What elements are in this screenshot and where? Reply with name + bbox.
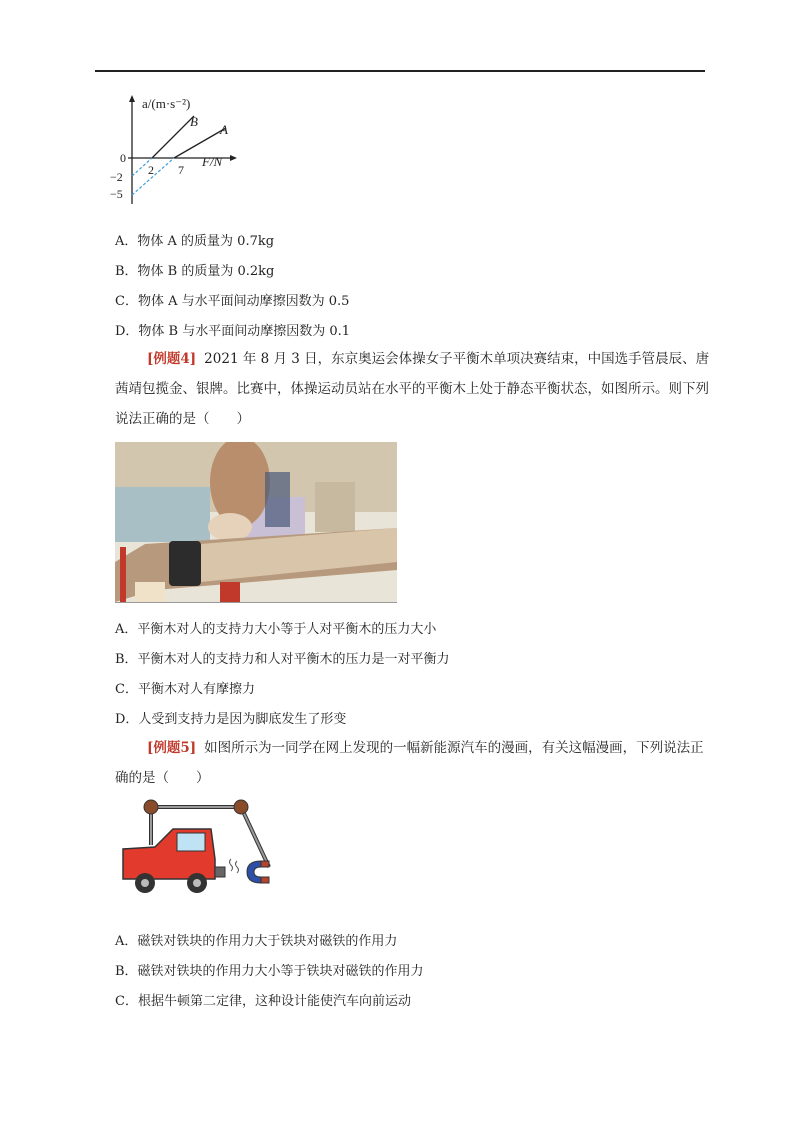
x-tick-2: 2	[148, 163, 154, 177]
line-b-label: B	[190, 114, 198, 129]
y-axis-label: a/(m·s⁻²)	[142, 96, 191, 111]
y-tick-minus5: −5	[110, 187, 123, 201]
q5-text: 如图所示为一同学在网上发现的一幅新能源汽车的漫画，有关这幅漫画，下列说法正确的是（ ）	[115, 740, 704, 786]
line-b	[152, 116, 194, 158]
q4-option-d: D．人受到支持力是因为脚底发生了形变	[115, 712, 347, 727]
balance-beam-photo	[115, 442, 397, 602]
magnet-car-cartoon	[115, 795, 285, 905]
q5-tag: [例题5]	[147, 740, 197, 756]
q4-option-a: A．平衡木对人的支持力大小等于人对平衡木的压力大小	[115, 622, 437, 637]
q4-stem	[115, 344, 715, 434]
q3-option-a: A．物体 A 的质量为 0.7kg	[115, 234, 275, 249]
q3-option-c: C．物体 A 与水平面间动摩擦因数为 0.5	[115, 294, 350, 309]
q4-tag: [例题4]	[147, 351, 197, 367]
q5-option-b: B．磁铁对铁块的作用力大小等于铁块对磁铁的作用力	[115, 964, 424, 979]
q4-option-b: B．平衡木对人的支持力和人对平衡木的压力是一对平衡力	[115, 652, 450, 667]
line-a-label: A	[220, 122, 228, 137]
q4-text: 2021 年 8 月 3 日，东京奥运会体操女子平衡木单项决赛结束，中国选手管晨辰、唐茜靖包揽金、银牌。比赛中，体操运动员站在水平的平衡木上处于静态平衡状态，如图所示。则下列说法正确的是（ ）	[115, 351, 710, 427]
x-axis-label: F/N	[202, 154, 223, 169]
header-rule	[95, 70, 705, 72]
x-tick-7: 7	[178, 163, 184, 177]
q5-option-c: C．根据牛顿第二定律，这种设计能使汽车向前运动	[115, 994, 411, 1009]
q3-option-b: B．物体 B 的质量为 0.2kg	[115, 264, 275, 279]
q4-option-c: C．平衡木对人有摩擦力	[115, 682, 255, 697]
photo-underline	[115, 602, 397, 603]
origin-label: 0	[120, 151, 126, 165]
q5-option-a: A．磁铁对铁块的作用力大于铁块对磁铁的作用力	[115, 934, 398, 949]
q5-stem	[115, 733, 715, 793]
y-tick-minus2: −2	[110, 170, 123, 184]
acceleration-force-graph	[110, 92, 250, 210]
q3-option-d: D．物体 B 与水平面间动摩擦因数为 0.1	[115, 324, 351, 339]
